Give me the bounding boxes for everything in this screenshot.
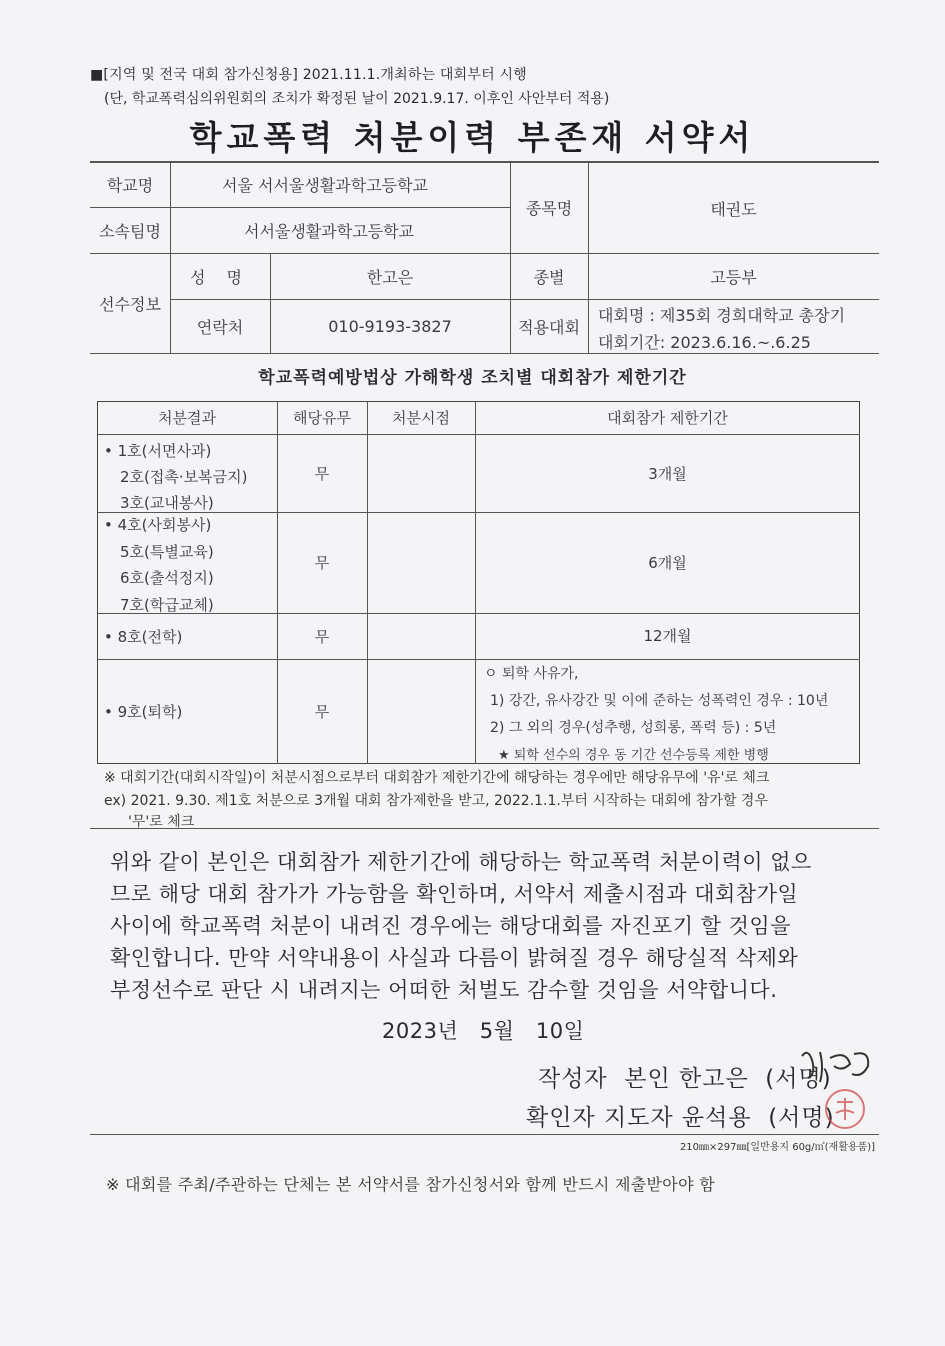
- row-4-item: • 9호(퇴학): [104, 703, 183, 721]
- footer-divider: [90, 1134, 879, 1135]
- row-3-period: 12개월: [643, 627, 692, 645]
- list-item: 2호(접촉·보복금지): [120, 468, 248, 486]
- pledge-text: [110, 846, 870, 1006]
- event-label: 종목명: [525, 198, 573, 218]
- pledge-line: 므로 해당 대회 참가가 가능함을 확인하며, 서약서 제출시점과 대회참가일: [110, 882, 799, 906]
- school-value: 서울 서서울생활과학고등학교: [222, 175, 429, 195]
- class-value: 고등부: [710, 267, 757, 287]
- pledge-line: 위와 같이 본인은 대회참가 제한기간에 해당하는 학교폭력 처분이력이 없으: [110, 850, 812, 874]
- pledge-date: 2023년 5월 10일: [382, 1019, 585, 1043]
- pledge-line: 부정선수로 판단 시 내려지는 어떠한 처벌도 감수할 것임을 서약합니다.: [110, 978, 778, 1002]
- footer-notice: ※ 대회를 주최/주관하는 단체는 본 서약서를 참가신청서와 함께 반드시 제출받아야 함: [106, 1175, 715, 1194]
- document-title: 학교폭력 처분이력 부존재 서약서: [189, 118, 756, 157]
- competition-label: 적용대회: [518, 317, 580, 337]
- column-header-date: 처분시점: [392, 409, 450, 427]
- competition-period: 대회기간: 2023.6.16.~.6.25: [598, 333, 811, 352]
- event-value: 태권도: [710, 200, 757, 219]
- verifier-signature-line: 확인자 지도자 윤석용 (서명): [526, 1105, 835, 1131]
- column-header-applicable: 해당유무: [293, 409, 351, 427]
- pledge-line: 확인합니다. 만약 서약내용이 사실과 다름이 밝혀질 경우 해당실적 삭제와: [110, 946, 799, 970]
- list-item: • 1호(서면사과): [104, 442, 212, 460]
- table-note-example-cont: '무'로 체크: [128, 814, 195, 830]
- period-line: 2) 그 외의 경우(성추행, 성희롱, 폭력 등) : 5년: [490, 720, 777, 736]
- competition-name: 대회명 : 제35회 경희대학교 총장기: [598, 306, 846, 325]
- list-item: 6호(출석정지): [120, 569, 214, 587]
- paper-spec: 210㎜×297㎜[일반용지 60g/㎡(재활용품)]: [679, 1142, 875, 1153]
- header-note-1: ■[지역 및 전국 대회 참가신청용] 2021.11.1.개최하는 대회부터 시행: [90, 67, 527, 83]
- author-signature-line: 작성자 본인 한고은 (서명): [538, 1066, 832, 1092]
- list-item: 5호(특별교육): [120, 542, 214, 561]
- pledge-line: 사이에 학교폭력 처분이 내려진 경우에는 해당대회를 자진포기 할 것임을: [110, 914, 791, 938]
- team-label: 소속팀명: [99, 221, 161, 241]
- row-1-period: 3개월: [648, 464, 687, 483]
- restriction-table-title: 학교폭력예방법상 가해학생 조치별 대회참가 제한기간: [258, 368, 687, 388]
- name-label: 성 명: [190, 267, 250, 287]
- row-4-period: [484, 661, 828, 769]
- player-info-label: 선수정보: [99, 294, 161, 314]
- section-divider: [90, 828, 879, 829]
- school-label: 학교명: [106, 175, 154, 195]
- column-header-result: 처분결과: [158, 409, 216, 427]
- period-line: 1) 강간, 유사강간 및 이에 준하는 성폭력인 경우 : 10년: [490, 693, 829, 709]
- list-item: 7호(학급교체): [120, 595, 214, 614]
- list-item: • 4호(사회봉사): [104, 516, 212, 534]
- row-2-period: 6개월: [648, 554, 687, 572]
- table-divider: [367, 401, 368, 764]
- table-note-example: ex) 2021. 9.30. 제1호 처분으로 3개월 대회 참가제한을 받고, 2022.1.1.부터 시작하는 대회에 참가할 경우: [104, 793, 768, 809]
- contact-value: 010-9193-3827: [328, 316, 452, 336]
- info-divider: [90, 353, 879, 354]
- contact-label: 연락처: [196, 317, 244, 337]
- row-4-status: 무: [314, 703, 330, 721]
- team-value: 서서울생활과학고등학교: [244, 221, 415, 241]
- header-note-2: (단, 학교폭력심의위원회의 조치가 확정된 날이 2021.9.17. 이후인 사안부터 적용): [104, 91, 610, 107]
- row-1-status: 무: [314, 464, 330, 483]
- handwritten-signature: [790, 1038, 880, 1088]
- table-row-1-items: [104, 438, 247, 516]
- table-note: ※ 대회기간(대회시작일)이 처분시점으로부터 대회참가 제한기간에 해당하는 경우에만 해당유무에 '유'로 체크: [104, 770, 770, 786]
- class-label: 종별: [533, 267, 565, 287]
- period-line: ㅇ 퇴학 사유가,: [484, 666, 579, 682]
- row-3-status: 무: [314, 627, 330, 646]
- list-item: 3호(교내봉사): [120, 494, 214, 512]
- row-3-item: • 8호(전학): [104, 627, 183, 646]
- column-header-period: 대회참가 제한기간: [607, 409, 728, 427]
- period-line: ★ 퇴학 선수의 경우 동 기간 선수등록 제한 병행: [498, 748, 769, 763]
- seal-stamp: [822, 1086, 868, 1132]
- row-2-status: 무: [314, 554, 330, 572]
- name-value: 한고은: [366, 267, 414, 287]
- table-row-2-items: [104, 512, 214, 618]
